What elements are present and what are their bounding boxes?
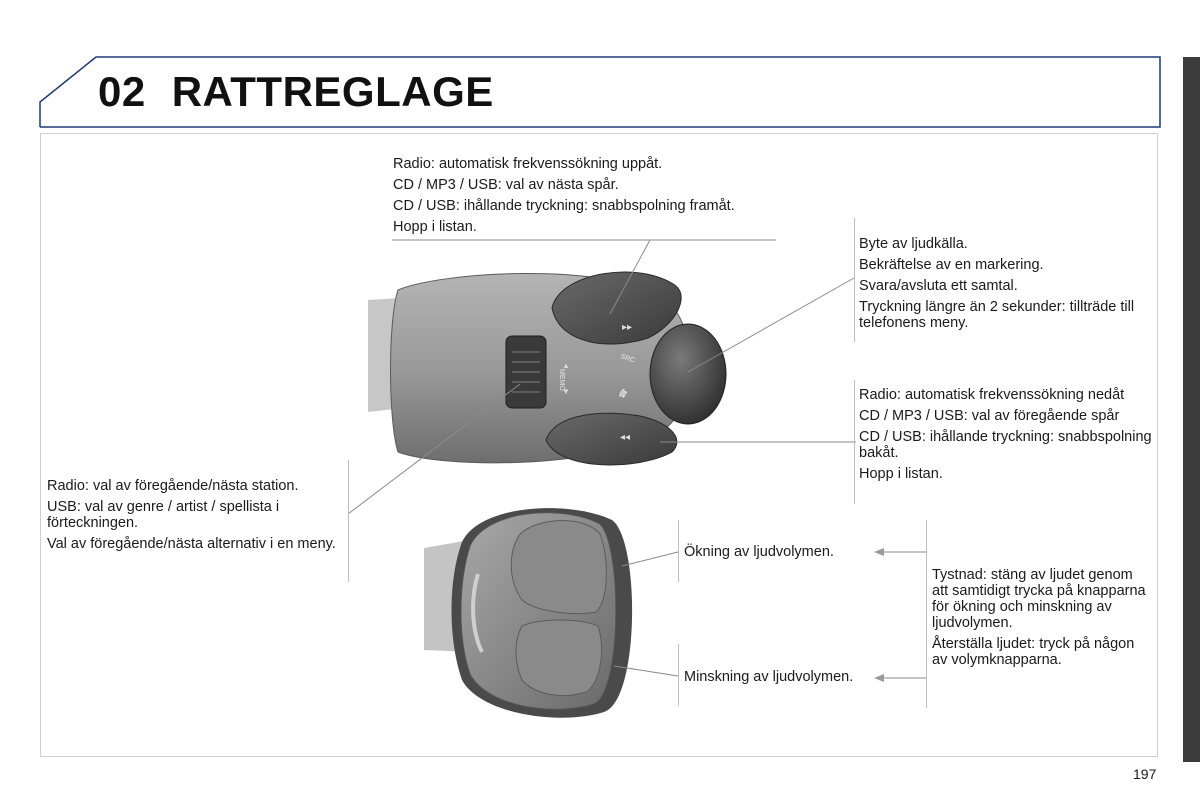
text-line: Radio: automatisk frekvenssökning uppåt. (393, 156, 663, 172)
up-arrow-icon: ▲ (562, 361, 570, 370)
divider (348, 460, 349, 582)
volume-down-button[interactable] (516, 620, 602, 696)
prev-button[interactable] (546, 413, 677, 465)
text-line: Byte av ljudkälla. (859, 236, 968, 252)
src-button-description (859, 236, 1154, 336)
text-line: Radio: automatisk frekvenssökning nedåt (859, 387, 1125, 403)
divider (678, 644, 679, 706)
text-line: USB: val av genre / artist / spellista i förteckningen. (47, 499, 280, 531)
text-line: Återställa ljudet: tryck på någon av volymknapparna. (932, 636, 1135, 668)
text-line: Tryckning längre än 2 sekunder: tillträde till telefonens meny. (859, 299, 1135, 331)
volume-down-arrow-icon (874, 674, 884, 682)
page-number: 197 (1133, 766, 1157, 782)
volume-up-button[interactable] (511, 521, 606, 614)
src-knob[interactable] (650, 324, 726, 424)
text-line: Hopp i listan. (859, 466, 943, 482)
prev-button-description (859, 387, 1154, 487)
volume-down-description (684, 669, 874, 690)
text-line: Hopp i listan. (393, 219, 477, 235)
chapter-number: 02 (98, 68, 146, 115)
volume-up-arrow-icon (874, 548, 884, 556)
divider (854, 380, 855, 504)
text-line: Radio: val av föregående/nästa station. (47, 478, 299, 494)
wheel-description (47, 478, 337, 557)
text-line: Ökning av ljudvolymen. (684, 544, 834, 560)
divider (926, 520, 927, 708)
divider (678, 520, 679, 582)
src-label: SRC (619, 353, 636, 365)
next-button-description (393, 156, 793, 240)
chapter-title: RATTREGLAGE (171, 68, 494, 115)
volume-up-description (684, 544, 874, 565)
text-line: Svara/avsluta ett samtal. (859, 278, 1018, 294)
previous-track-icon: ◂◂ (620, 432, 631, 443)
text-line: Minskning av ljudvolymen. (684, 669, 854, 685)
text-line: Val av föregående/nästa alternativ i en meny. (47, 536, 336, 552)
next-track-icon: ▸▸ (622, 322, 633, 333)
mute-description (932, 567, 1147, 673)
text-line: CD / MP3 / USB: val av nästa spår. (393, 177, 619, 193)
phone-icon: ☎ (616, 387, 630, 401)
text-line: Tystnad: stäng av ljudet genom att samtidigt trycka på knapparna för ökning och minskning av ljudvolymen. (932, 567, 1146, 631)
text-line: CD / USB: ihållande tryckning: snabbspolning framåt. (393, 198, 735, 214)
text-line: CD / MP3 / USB: val av föregående spår (859, 408, 1120, 424)
divider (854, 218, 855, 342)
text-line: CD / USB: ihållande tryckning: snabbspolning bakåt. (859, 429, 1152, 461)
text-line: Bekräftelse av en markering. (859, 257, 1044, 273)
down-arrow-icon: ▼ (562, 387, 570, 396)
memo-label: MEMO (558, 369, 565, 391)
